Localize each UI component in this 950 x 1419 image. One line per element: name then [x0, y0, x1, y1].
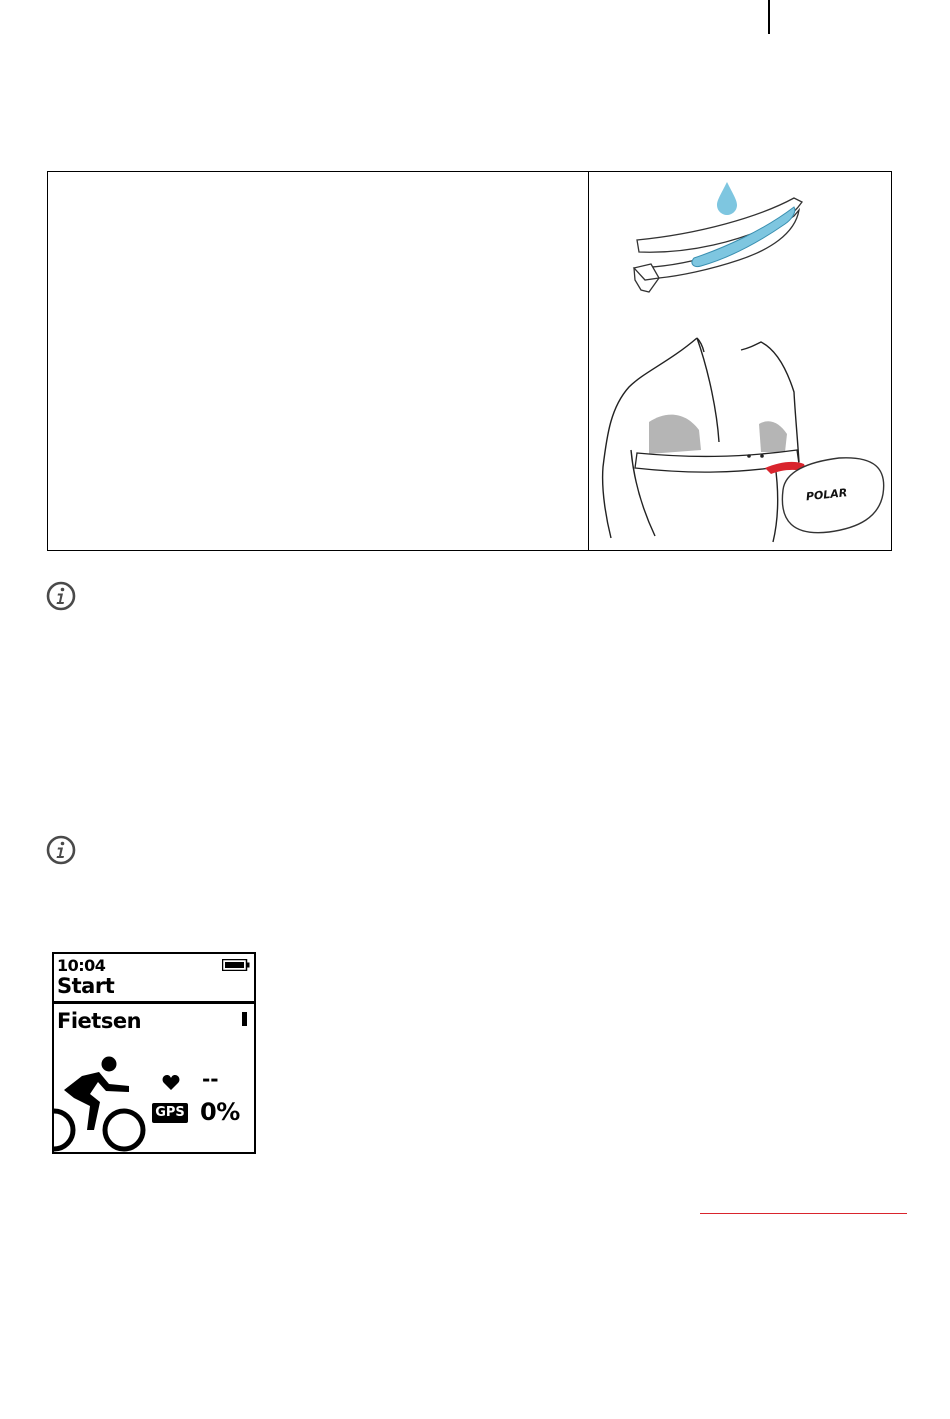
- chest-shading-right: [759, 421, 787, 452]
- cyclist-icon: [54, 1052, 149, 1152]
- battery-icon: [222, 959, 250, 971]
- watch-divider: [54, 1001, 254, 1004]
- polar-logo: POLAR: [805, 486, 848, 504]
- gps-signal-percent: 0%: [200, 1098, 240, 1126]
- chest-shading: [649, 415, 701, 454]
- heart-rate-value: --: [202, 1067, 219, 1091]
- heart-rate-sensor-illustration: [589, 172, 891, 550]
- page-top-rule: [768, 0, 770, 34]
- instruction-text-cell: [48, 172, 588, 550]
- instruction-table: [47, 171, 892, 551]
- sport-profile-name: Fietsen: [57, 1009, 142, 1033]
- gps-badge: GPS: [152, 1103, 188, 1123]
- watch-time: 10:04: [57, 956, 106, 975]
- scroll-indicator: [242, 1012, 247, 1026]
- watch-display: [52, 952, 256, 1154]
- strap: [634, 198, 802, 292]
- water-drop-icon: [717, 182, 737, 215]
- watch-screen-title: Start: [57, 974, 115, 998]
- link-underline[interactable]: [700, 1213, 907, 1214]
- info-icon: [46, 835, 76, 865]
- info-icon: [46, 581, 76, 611]
- strap-and-chest-drawing: [589, 172, 891, 550]
- heart-icon: [162, 1075, 180, 1091]
